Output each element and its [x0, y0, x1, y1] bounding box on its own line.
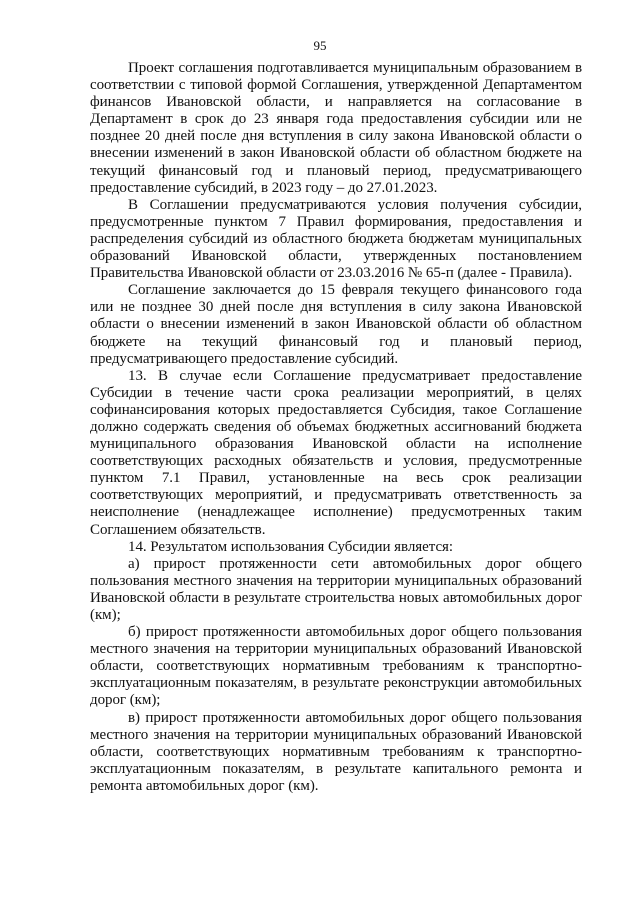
paragraph-item-14b: б) прирост протяженности автомобильных дорог общего пользования местного значения на территории муниципальных образований Ивановской области, соответствующих нормативным требованиям к транспортно-эксплуатационным показателям, в результате реконструкции автомобильных дорог (км); [90, 624, 582, 709]
paragraph-item-14a: а) прирост протяженности сети автомобильных дорог общего пользования местного значения на территории муниципальных образований Ивановской области в результате строительства новых автомобильных дорог (км); [90, 555, 582, 623]
paragraph-item-14c: в) прирост протяженности автомобильных дорог общего пользования местного значения на территории муниципальных образований Ивановской области, соответствующих нормативным требованиям к транспортно-эксплуатационным показателям, в результате капитального ремонта и ремонта автомобильных дорог (км). [90, 709, 582, 794]
paragraph-agreement-conditions: В Соглашении предусматриваются условия получения субсидии, предусмотренные пунктом 7 Правил формирования, предоставления и распределения субсидий из областного бюджета бюджетам муниципальных образований Ивановской области, утвержденных постановлением Правительства Ивановской области от 23.03.2016 № 65-п (далее - Правила). [90, 196, 582, 282]
page-number: 95 [313, 38, 327, 53]
paragraph-item-13: 13. В случае если Соглашение предусматривает предоставление Субсидии в течение части срока реализации мероприятий, в целях софинансирования которых предоставляется Субсидия, такое Соглашение должно содержать сведения об объемах бюджетных ассигнований бюджета муниципального образования Ивановской области на исполнение соответствующих расходных обязательств и условия, предусмотренные пунктом 7.1 Правил, установленные на весь срок реализации соответствующих мероприятий, и предусматривать ответственность за неисполнение (ненадлежащее исполнение) предусмотренных таким Соглашением обязательств. [90, 367, 582, 538]
paragraph-agreement-draft: Проект соглашения подготавливается муниципальным образованием в соответствии с типовой формой Соглашения, утвержденной Департаментом финансов Ивановской области, и направляется на согласование в Департамент в срок до 23 января года предоставления субсидии или не позднее 20 дней после дня вступления в силу закона Ивановской области о внесении изменений в закон Ивановской области об областном бюджете на текущий финансовый год и плановый период, предусматривающего предоставление субсидий, в 2023 году – до 27.01.2023. [90, 60, 582, 196]
paragraph-item-14: 14. Результатом использования Субсидии является: [128, 538, 454, 555]
paragraph-agreement-deadline: Соглашение заключается до 15 февраля текущего финансового года или не позднее 30 дней после дня вступления в силу закона Ивановской области о внесении изменений в закон Ивановской области об областном бюджете на текущий финансовый год и плановый период, предусматривающего предоставление субсидий. [90, 282, 582, 367]
document-body [90, 60, 582, 795]
